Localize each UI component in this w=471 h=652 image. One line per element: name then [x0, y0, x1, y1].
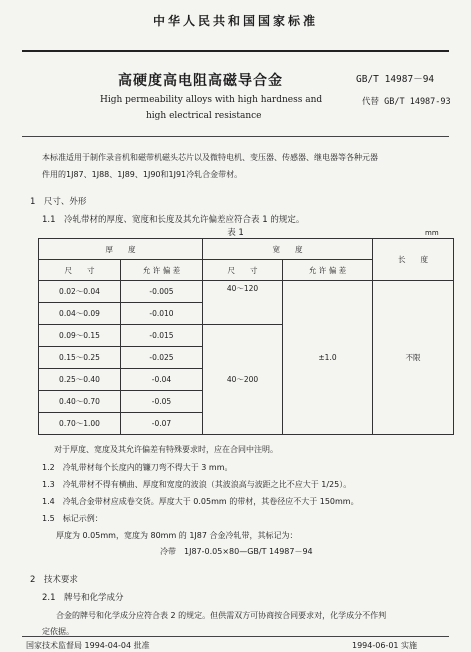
- thickness-tolerance-cell: -0.04: [121, 369, 203, 391]
- document-title-en-line2: high electrical resistance: [146, 111, 262, 121]
- document-title-cn: 高硬度高电阻高磁导合金: [118, 73, 283, 89]
- implementation-date: 1994-06-01 实施: [352, 641, 418, 650]
- section-1-heading: 1 尺寸、外形: [30, 197, 87, 207]
- clause-1-3: 1.3 冷轧带材不得有横曲、厚度和宽度的波浪（其波浪高与波距之比不应大于 1/25）。: [42, 480, 352, 489]
- intro-paragraph-line2: 件用的1J87、1J88、1J89、1J90和1J91冷轧合金带材。: [42, 170, 243, 179]
- length-cell: 不限: [373, 281, 454, 435]
- footer-rule: [22, 636, 449, 637]
- spec-table: [38, 238, 454, 435]
- marking-example: 冷带 1J87-0.05×80—GB/T 14987－94: [160, 547, 313, 556]
- standard-number: GB/T 14987－94: [356, 74, 435, 85]
- thickness-size-cell: 0.15～0.25: [39, 347, 121, 369]
- section-2-heading: 2 技术要求: [30, 575, 78, 585]
- clause-2-1: 2.1 牌号和化学成分: [42, 593, 124, 603]
- clause-1-2: 1.2 冷轧带材每个长度内的镰刀弯不得大于 3 mm。: [42, 463, 233, 472]
- thickness-tolerance-cell: -0.015: [121, 325, 203, 347]
- table-caption: 表 1: [227, 228, 244, 238]
- thickness-size-cell: 0.02～0.04: [39, 281, 121, 303]
- section-2-text-line1: 合金的牌号和化学成分应符合表 2 的规定。但供需双方可协商按合同要求对，化学成分不作判: [56, 611, 387, 620]
- replaces-standard: 代替 GB/T 14987-93: [362, 97, 451, 107]
- thickness-tolerance-cell: -0.025: [121, 347, 203, 369]
- thickness-size-cell: 0.25～0.40: [39, 369, 121, 391]
- header-length: 长 度: [373, 239, 454, 281]
- thickness-size-cell: 0.70～1.00: [39, 413, 121, 435]
- header-width: 宽 度: [203, 239, 373, 260]
- header-thickness-tolerance: 允 许 偏 差: [121, 260, 203, 281]
- header-thickness-size: 尺 寸: [39, 260, 121, 281]
- header-width-size: 尺 寸: [203, 260, 283, 281]
- thickness-size-cell: 0.40～0.70: [39, 391, 121, 413]
- clause-1-1: 1.1 冷轧带材的厚度、宽度和长度及其允许偏差应符合表 1 的规定。: [42, 215, 305, 225]
- thickness-size-cell: 0.09～0.15: [39, 325, 121, 347]
- header-rule: [22, 50, 449, 52]
- section-2-text-line2: 定依据。: [42, 627, 74, 636]
- clause-1-4: 1.4 冷轧合金带材应成卷交货。厚度大于 0.05mm 的带材，其卷径应不大于 150mm。: [42, 497, 359, 506]
- clause-1-5: 1.5 标记示例：: [42, 514, 103, 523]
- header-width-tolerance: 允 许 偏 差: [283, 260, 373, 281]
- standard-body-header: 中华人民共和国国家标准: [152, 14, 318, 28]
- width-tolerance-cell: ±1.0: [283, 281, 373, 435]
- title-rule: [22, 136, 449, 137]
- thickness-tolerance-cell: -0.005: [121, 281, 203, 303]
- width-size-cell: 40～120: [203, 281, 283, 325]
- approval-date: 国家技术监督局 1994-04-04 批准: [26, 641, 150, 650]
- width-size-cell: 40～200: [203, 325, 283, 435]
- thickness-tolerance-cell: -0.07: [121, 413, 203, 435]
- intro-paragraph-line1: 本标准适用于制作录音机和磁带机磁头芯片以及微特电机、变压器、传感器、继电器等各种元器: [42, 153, 378, 162]
- table-unit: mm: [425, 229, 439, 237]
- thickness-tolerance-cell: -0.05: [121, 391, 203, 413]
- thickness-size-cell: 0.04～0.09: [39, 303, 121, 325]
- document-title-en-line1: High permeability alloys with high hardness and: [100, 95, 323, 105]
- table-note: 对于厚度、宽度及其允许偏差有特殊要求时，应在合同中注明。: [54, 445, 278, 454]
- marking-example-text: 厚度为 0.05mm，宽度为 80mm 的 1J87 合金冷轧带，其标记为：: [56, 531, 298, 540]
- thickness-tolerance-cell: -0.010: [121, 303, 203, 325]
- table-row: [39, 281, 454, 303]
- header-thickness: 厚 度: [39, 239, 203, 260]
